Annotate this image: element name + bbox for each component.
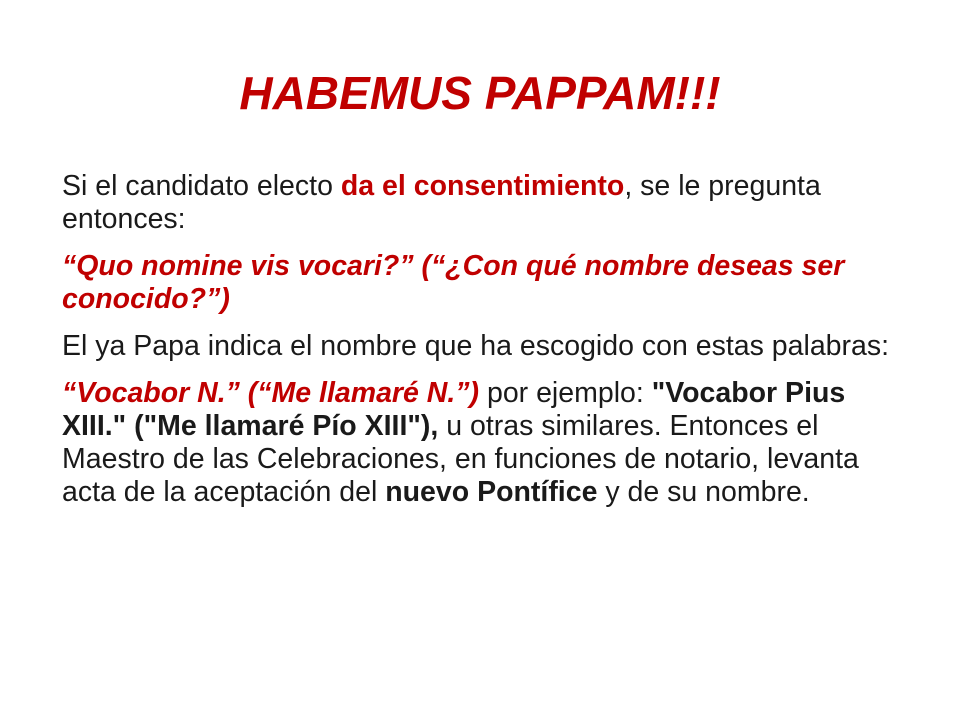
nuevo-pontifice-highlight: nuevo Pontífice — [385, 476, 598, 508]
consent-highlight: da el consentimiento — [340, 170, 625, 202]
pope-indicates-text: El ya Papa indica el nombre que ha escogido con estas palabras: — [62, 330, 890, 362]
slide-body — [62, 170, 912, 523]
slide-title: HABEMUS PAPPAM!!! — [239, 67, 721, 119]
latin-question-text: “Quo nomine vis vocari?” (“¿Con qué nombre deseas ser conocido?”) — [62, 250, 845, 315]
paragraph-latin-question — [62, 250, 912, 316]
paragraph-consent-text-start: Si el candidato electo — [62, 170, 341, 202]
paragraph-vocabor — [62, 377, 912, 509]
paragraph-consent-text-end: , se le pregunta entonces: — [62, 170, 821, 235]
vocabor-formula: “Vocabor N.” (“Me llamaré N.”) — [62, 377, 480, 409]
vocabor-ending: y de su nombre. — [597, 476, 810, 508]
vocabor-example: "Vocabor Pius XIII." ("Me llamaré Pío XIII"), — [62, 377, 846, 442]
vocabor-example-intro: por ejemplo: — [479, 377, 652, 409]
paragraph-consent — [62, 170, 912, 236]
vocabor-continuation: u otras similares. Entonces el Maestro de las Celebraciones, en funciones de notario, levanta acta de la aceptación del — [62, 410, 859, 508]
paragraph-pope-indicates — [62, 330, 912, 363]
